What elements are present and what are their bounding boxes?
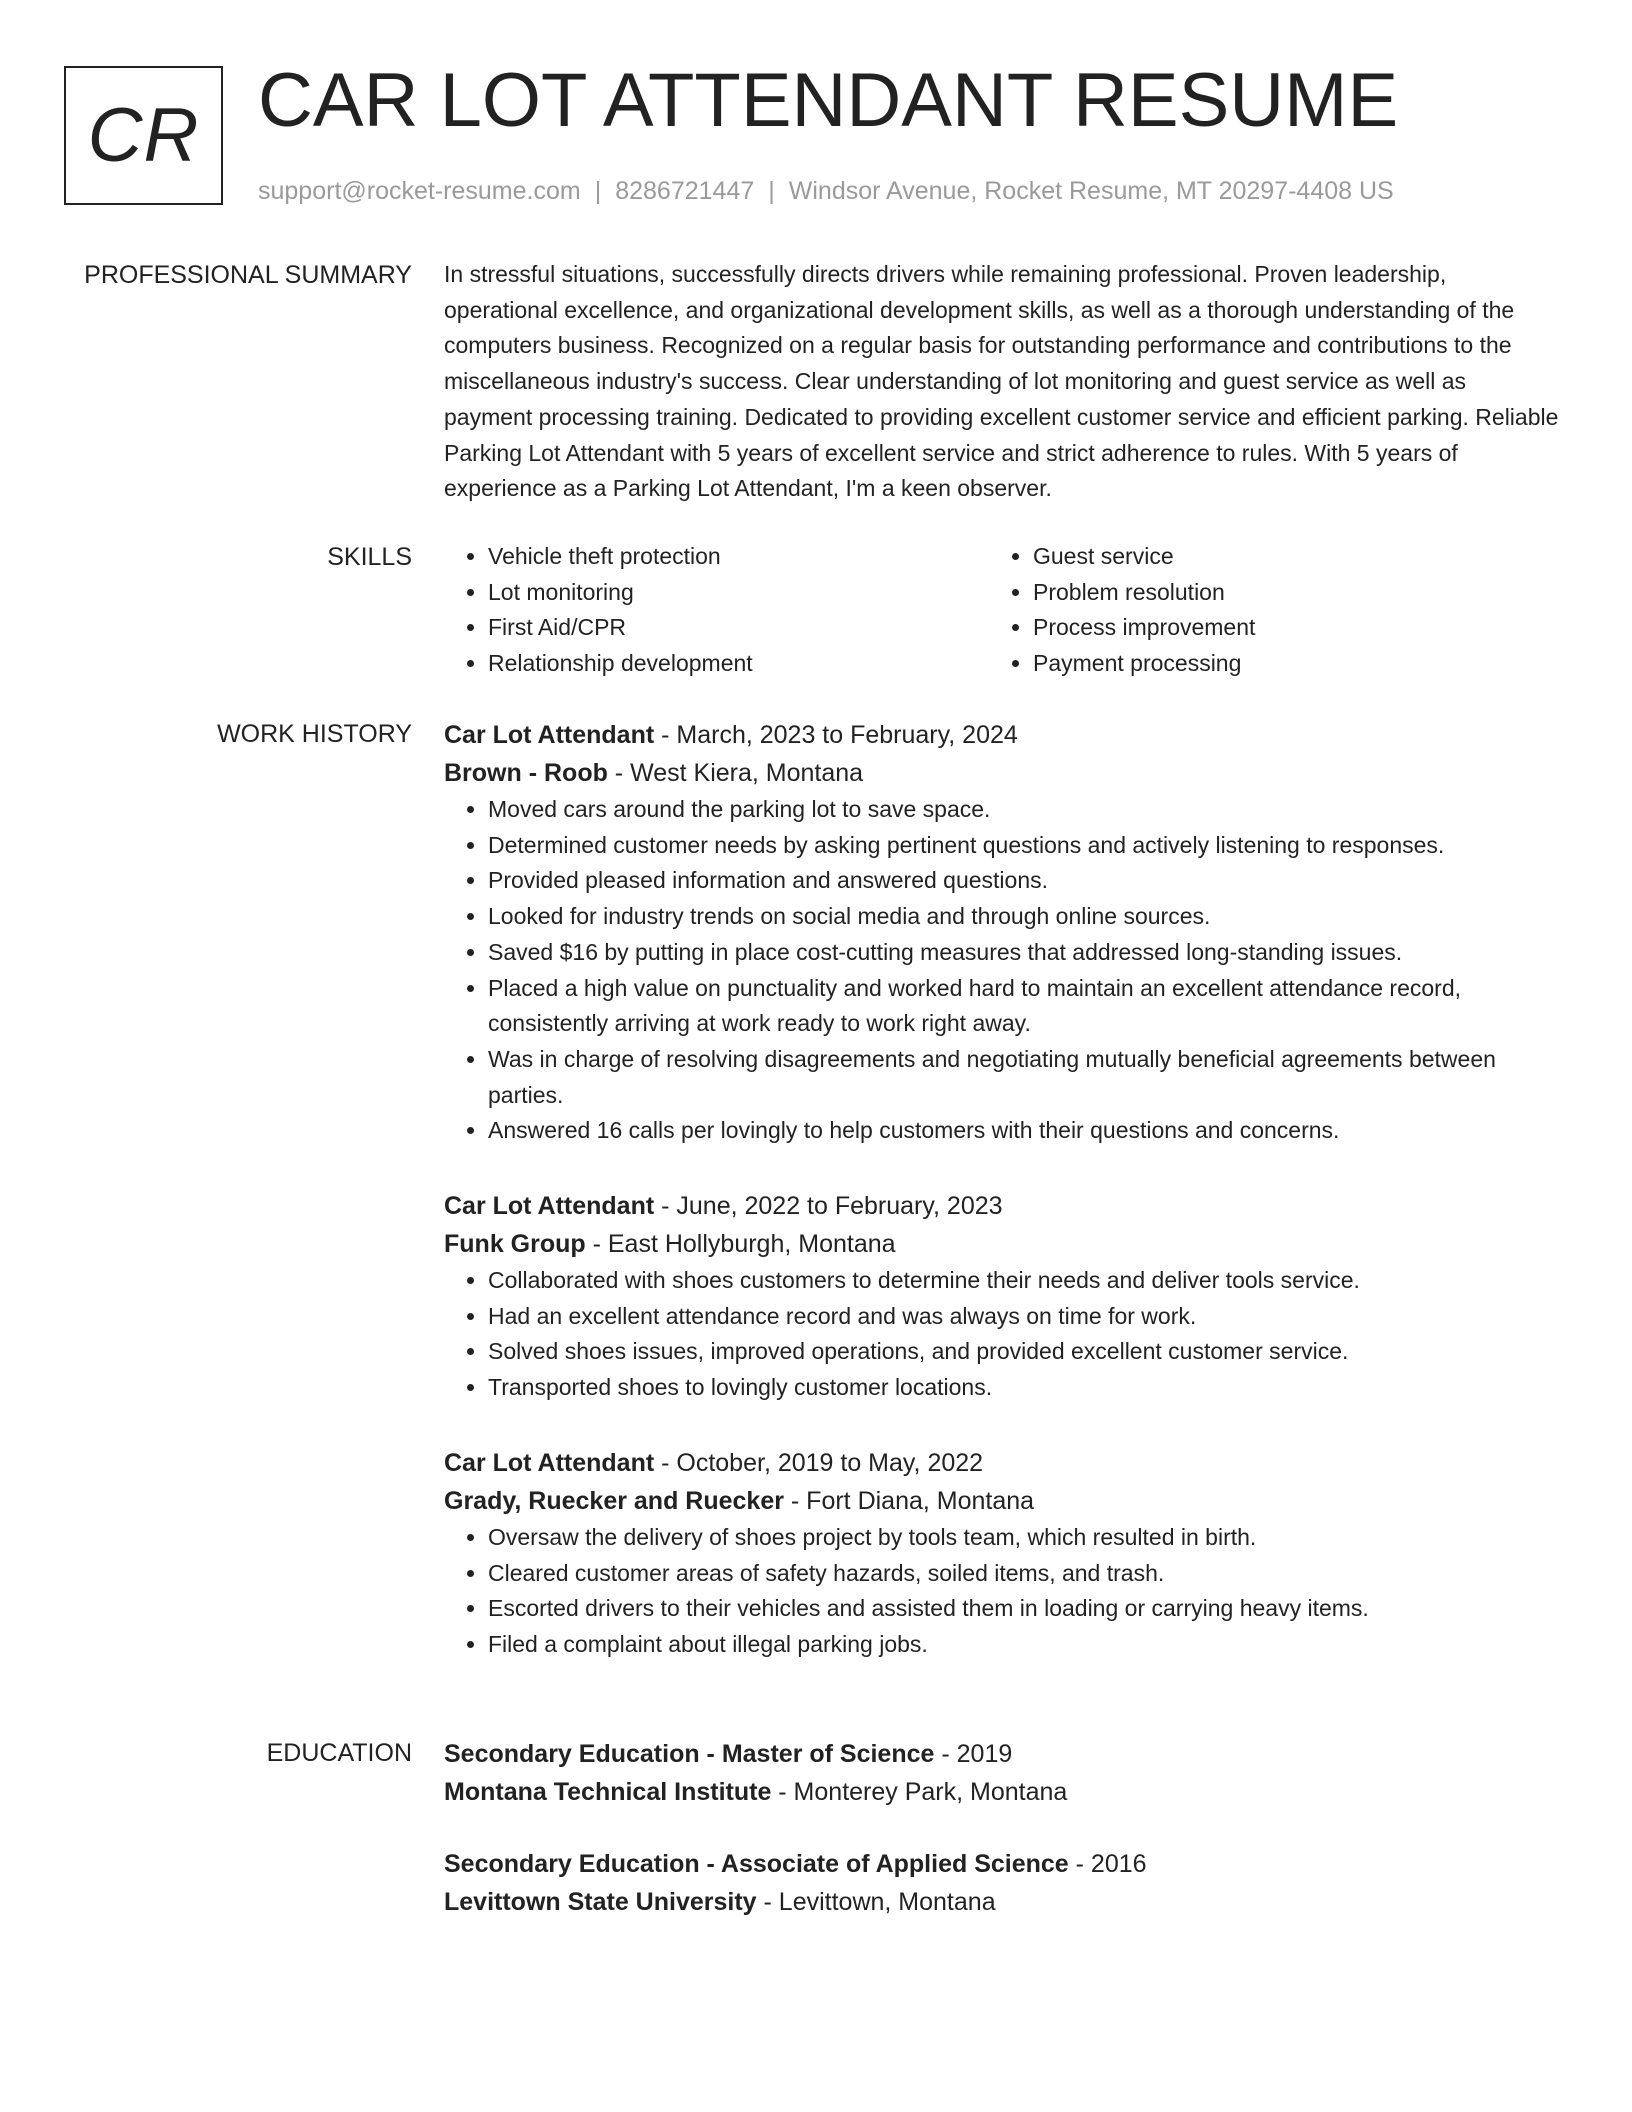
contact-email[interactable]: support@rocket-resume.com [258, 177, 581, 205]
skills-list-right [989, 539, 1534, 682]
job-duty-item: • Had an excellent attendance record and was always on time for work. [488, 1299, 1559, 1335]
education-entry [444, 1735, 1559, 1811]
job-duty-item: • Looked for industry trends on social media and through online sources. [488, 899, 1559, 935]
section-label-summary: PROFESSIONAL SUMMARY [84, 261, 412, 289]
job-duties-list [444, 792, 1559, 1149]
job-title-line [444, 716, 1559, 754]
education-degree: Secondary Education - Master of Science [444, 1740, 935, 1768]
skill-item: • Payment processing [1033, 646, 1534, 682]
skill-item: • First Aid/CPR [488, 610, 989, 646]
job-company: Grady, Ruecker and Ruecker [444, 1486, 784, 1515]
education-school-line [444, 1883, 1559, 1921]
job-duty-item: • Cleared customer areas of safety hazards, soiled items, and trash. [488, 1556, 1559, 1592]
education-year: - 2016 [1068, 1850, 1147, 1878]
job-company: Funk Group [444, 1230, 586, 1259]
section-label-skills: SKILLS [327, 543, 412, 571]
summary-body [444, 257, 1559, 507]
job-company-line [444, 1225, 1559, 1263]
education-degree-line [444, 1735, 1559, 1773]
job-entry [444, 1444, 1559, 1663]
education-school-line [444, 1773, 1559, 1811]
education-degree: Secondary Education - Associate of Applied Science [444, 1850, 1069, 1878]
contact-line [258, 175, 1394, 207]
job-duty-item: • Moved cars around the parking lot to save space. [488, 792, 1559, 828]
job-title-line [444, 1187, 1559, 1225]
contact-separator: | [768, 177, 775, 205]
contact-phone[interactable]: 8286721447 [615, 177, 755, 205]
job-duty-item: • Escorted drivers to their vehicles and assisted them in loading or carrying heavy items. [488, 1591, 1559, 1627]
job-entry [444, 716, 1559, 1149]
job-location: - West Kiera, Montana [607, 759, 864, 787]
resume-title: CAR LOT ATTENDANT RESUME [258, 58, 1399, 143]
job-title: Car Lot Attendant [444, 1448, 655, 1477]
skills-list-left [444, 539, 989, 682]
job-duty-item: • Collaborated with shoes customers to determine their needs and deliver tools service. [488, 1263, 1559, 1299]
education-degree-line [444, 1845, 1559, 1883]
education-location: - Monterey Park, Montana [771, 1778, 1068, 1806]
section-label-work-history: WORK HISTORY [217, 720, 412, 748]
job-duties-list [444, 1520, 1559, 1663]
job-duty-item: • Answered 16 calls per lovingly to help customers with their questions and concerns. [488, 1113, 1559, 1149]
job-duty-item: • Provided pleased information and answered questions. [488, 863, 1559, 899]
monogram-box [64, 66, 223, 205]
section-label-education: EDUCATION [266, 1739, 412, 1767]
job-duty-item: • Transported shoes to lovingly customer locations. [488, 1370, 1559, 1406]
job-company-line [444, 1482, 1559, 1520]
skills-body [444, 539, 1559, 682]
education-body [444, 1735, 1559, 1955]
job-title: Car Lot Attendant [444, 721, 655, 749]
skill-item: • Problem resolution [1033, 575, 1534, 611]
monogram-initials: CR [87, 93, 200, 178]
job-title-line [444, 1444, 1559, 1482]
job-duty-item: • Saved $16 by putting in place cost-cutting measures that addressed long-standing issues. [488, 935, 1559, 971]
job-duty-item: • Solved shoes issues, improved operations, and provided excellent customer service. [488, 1334, 1559, 1370]
skill-item: • Relationship development [488, 646, 989, 682]
job-duty-item: • Placed a high value on punctuality and worked hard to maintain an excellent attendance record, consistently arriving at work ready to work right away. [488, 971, 1559, 1042]
skill-item: • Guest service [1033, 539, 1534, 575]
skill-item: • Lot monitoring [488, 575, 989, 611]
education-school: Montana Technical Institute [444, 1778, 772, 1806]
job-location: - Fort Diana, Montana [783, 1486, 1035, 1515]
summary-text: In stressful situations, successfully directs drivers while remaining professional. Proven leadership, operational excellence, and organizational development skills, as well as a thorough understanding of the computers business. Recognized on a regular basis for outstanding performance and contributions to the miscellaneous industry's success. Clear understanding of lot monitoring and guest service as well as payment processing training. Dedicated to providing excellent customer service and efficient parking. Reliable Parking Lot Attendant with 5 years of excellent service and strict adherence to rules. With 5 years of experience as a Parking Lot Attendant, I'm a keen observer. [444, 261, 1559, 502]
skill-item: • Process improvement [1033, 610, 1534, 646]
job-duty-item: • Was in charge of resolving disagreements and negotiating mutually beneficial agreements between parties. [488, 1042, 1559, 1113]
job-duty-item: • Determined customer needs by asking pertinent questions and actively listening to responses. [488, 828, 1559, 864]
job-company: Brown - Roob [444, 759, 608, 787]
job-dates: - March, 2023 to February, 2024 [654, 721, 1018, 749]
education-entry [444, 1845, 1559, 1921]
job-dates: - October, 2019 to May, 2022 [654, 1448, 984, 1477]
job-title: Car Lot Attendant [444, 1192, 655, 1221]
work-history-body [444, 716, 1559, 1701]
job-dates: - June, 2022 to February, 2023 [654, 1192, 1003, 1221]
contact-address: Windsor Avenue, Rocket Resume, MT 20297-4408 US [788, 177, 1394, 205]
job-company-line [444, 754, 1559, 792]
job-duty-item: • Oversaw the delivery of shoes project by tools team, which resulted in birth. [488, 1520, 1559, 1556]
skill-item: • Vehicle theft protection [488, 539, 989, 575]
education-location: - Levittown, Montana [756, 1888, 996, 1916]
job-entry [444, 1187, 1559, 1406]
job-duties-list [444, 1263, 1559, 1406]
job-duty-item: • Filed a complaint about illegal parking jobs. [488, 1627, 1559, 1663]
contact-separator: | [594, 177, 602, 205]
education-school: Levittown State University [444, 1888, 757, 1916]
job-location: - East Hollyburgh, Montana [585, 1230, 896, 1259]
education-year: - 2019 [934, 1740, 1013, 1768]
